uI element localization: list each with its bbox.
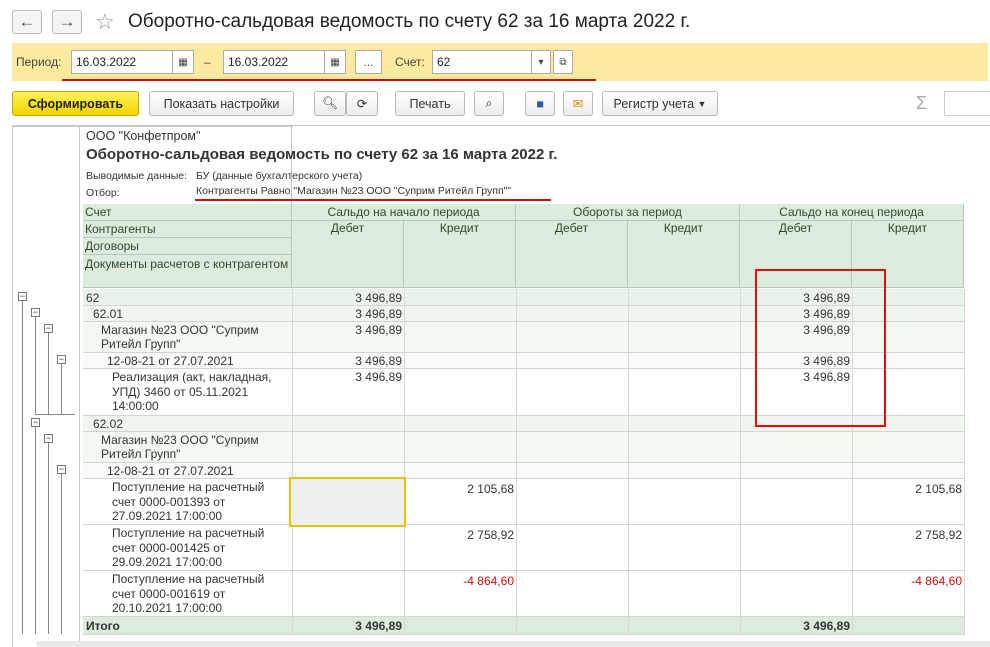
open-debit-cell: 3 496,89 [355, 354, 402, 368]
selected-cell[interactable] [289, 477, 406, 527]
calendar-icon[interactable]: ▦ [172, 50, 194, 74]
close-debit-cell: 3 496,89 [803, 370, 850, 384]
open-debit-cell: 3 496,89 [355, 307, 402, 321]
sum-field[interactable] [944, 91, 990, 116]
collapse-toggle[interactable]: − [45, 323, 52, 333]
open-icon[interactable]: ⧉ [553, 50, 573, 74]
page-title: Оборотно-сальдовая ведомость по счету 62 за 16 марта 2022 г. [128, 11, 691, 32]
account-label: Счет: [395, 55, 425, 69]
collapse-toggle[interactable]: − [58, 354, 65, 364]
forward-button[interactable] [52, 10, 82, 34]
collapse-toggle[interactable]: − [58, 464, 65, 474]
header-closing: Сальдо на конец периода [740, 204, 964, 221]
show-settings-button[interactable]: Показать настройки [149, 91, 294, 116]
chevron-down-icon[interactable]: ▾ [531, 50, 551, 74]
row-name: 62 [86, 291, 100, 305]
header-turn-credit: Кредит [628, 221, 740, 288]
highlight-box [755, 269, 886, 427]
row-name: 62.01 [93, 307, 124, 321]
preview-button[interactable] [474, 91, 504, 116]
arrow-right-icon: → [58, 12, 76, 31]
header-turn-debit: Дебет [516, 221, 628, 288]
collapse-toggle[interactable]: − [32, 307, 39, 317]
header-account: Счет [83, 204, 292, 221]
sigma-icon: Σ [916, 93, 928, 113]
arrow-left-icon: ← [18, 12, 36, 31]
close-credit-cell: 2 105,68 [915, 482, 962, 496]
report-heading: Оборотно-сальдовая ведомость по счету 62 за 16 марта 2022 г. [86, 146, 558, 163]
header-counterparties: Контрагенты [83, 221, 292, 238]
row-name: Магазин №23 ООО "Суприм Ритейл Групп" [101, 323, 259, 351]
output-value: БУ (данные бухгалтерского учета) [196, 170, 363, 182]
generate-button[interactable]: Сформировать [12, 91, 139, 116]
header-open-debit: Дебет [292, 221, 404, 288]
total-open-debit: 3 496,89 [355, 619, 402, 633]
header-contracts: Договоры [83, 238, 292, 255]
period-label: Период: [16, 55, 62, 69]
header-open-credit: Кредит [404, 221, 516, 288]
red-underline [62, 79, 596, 81]
collapse-toggle[interactable]: − [32, 417, 39, 427]
close-debit-cell: 3 496,89 [803, 307, 850, 321]
collapse-toggle[interactable]: − [45, 433, 52, 443]
row-name: Поступление на расчетный счет 0000-001425 от 29.09.2021 17:00:00 [112, 526, 265, 569]
search-settings-button[interactable] [346, 91, 378, 116]
mail-icon: ✉ [572, 97, 584, 111]
filter-label: Отбор: [86, 187, 120, 199]
period-select-button[interactable]: ... [355, 50, 382, 74]
open-credit-cell: 2 758,92 [467, 528, 514, 542]
period-dash: – [204, 55, 211, 69]
header-opening: Сальдо на начало периода [292, 204, 516, 221]
close-debit-cell: 3 496,89 [803, 323, 850, 337]
close-debit-cell: 3 496,89 [803, 291, 850, 305]
open-debit-cell: 3 496,89 [355, 370, 402, 384]
collapse-toggle[interactable]: − [19, 291, 26, 301]
header-documents: Документы расчетов с контрагентом [83, 255, 292, 288]
row-name: 12-08-21 от 27.07.2021 [107, 464, 234, 478]
preview-icon: ⌕ [485, 96, 493, 110]
row-name: Реализация (акт, накладная, УПД) 3460 от 05.11.2021 14:00:00 [112, 370, 272, 413]
chevron-down-icon: ▼ [697, 98, 707, 109]
close-credit-cell: -4 864,60 [911, 574, 962, 588]
register-label: Регистр учета [613, 96, 695, 111]
search-icon: 🔍︎ [322, 96, 338, 110]
open-credit-cell: -4 864,60 [463, 574, 514, 588]
row-name: Магазин №23 ООО "Суприм Ритейл Групп" [101, 433, 259, 461]
close-credit-cell: 2 758,92 [915, 528, 962, 542]
print-button[interactable]: Печать [395, 91, 465, 116]
row-name: Поступление на расчетный счет 0000-001619 от 20.10.2021 17:00:00 [112, 572, 265, 615]
org-name: ООО "Конфетпром" [86, 129, 201, 143]
calendar-icon[interactable]: ▦ [324, 50, 346, 74]
back-button[interactable] [12, 10, 42, 34]
close-debit-cell: 3 496,89 [803, 354, 850, 368]
register-dropdown[interactable] [602, 91, 718, 116]
filter-value: Контрагенты Равно "Магазин №23 ООО "Суприм Ритейл Групп"" [196, 185, 512, 197]
period-bar [12, 43, 988, 81]
row-name: Поступление на расчетный счет 0000-001393 от 27.09.2021 17:00:00 [112, 480, 265, 523]
date-from-field[interactable]: 16.03.2022 [71, 50, 173, 74]
save-icon: ■ [536, 96, 544, 111]
row-name: 62.02 [93, 417, 124, 431]
star-icon[interactable]: ☆ [95, 9, 115, 34]
report-sheet[interactable] [12, 125, 990, 647]
header-close-credit: Кредит [852, 221, 964, 288]
horizontal-scrollbar[interactable] [37, 641, 990, 647]
header-close-debit: Дебет [740, 221, 852, 288]
header-turnover: Обороты за период [516, 204, 740, 221]
open-debit-cell: 3 496,89 [355, 323, 402, 337]
total-label: Итого [86, 619, 120, 633]
save-button[interactable] [525, 91, 555, 116]
search-refresh-icon: ⟳ [356, 97, 368, 111]
search-button[interactable] [314, 91, 346, 116]
open-credit-cell: 2 105,68 [467, 482, 514, 496]
account-field[interactable]: 62 [432, 50, 532, 74]
output-label: Выводимые данные: [86, 170, 188, 182]
total-close-debit: 3 496,89 [803, 619, 850, 633]
row-name: 12-08-21 от 27.07.2021 [107, 354, 234, 368]
open-debit-cell: 3 496,89 [355, 291, 402, 305]
date-to-field[interactable]: 16.03.2022 [223, 50, 325, 74]
red-underline [195, 199, 551, 201]
mail-button[interactable] [563, 91, 593, 116]
